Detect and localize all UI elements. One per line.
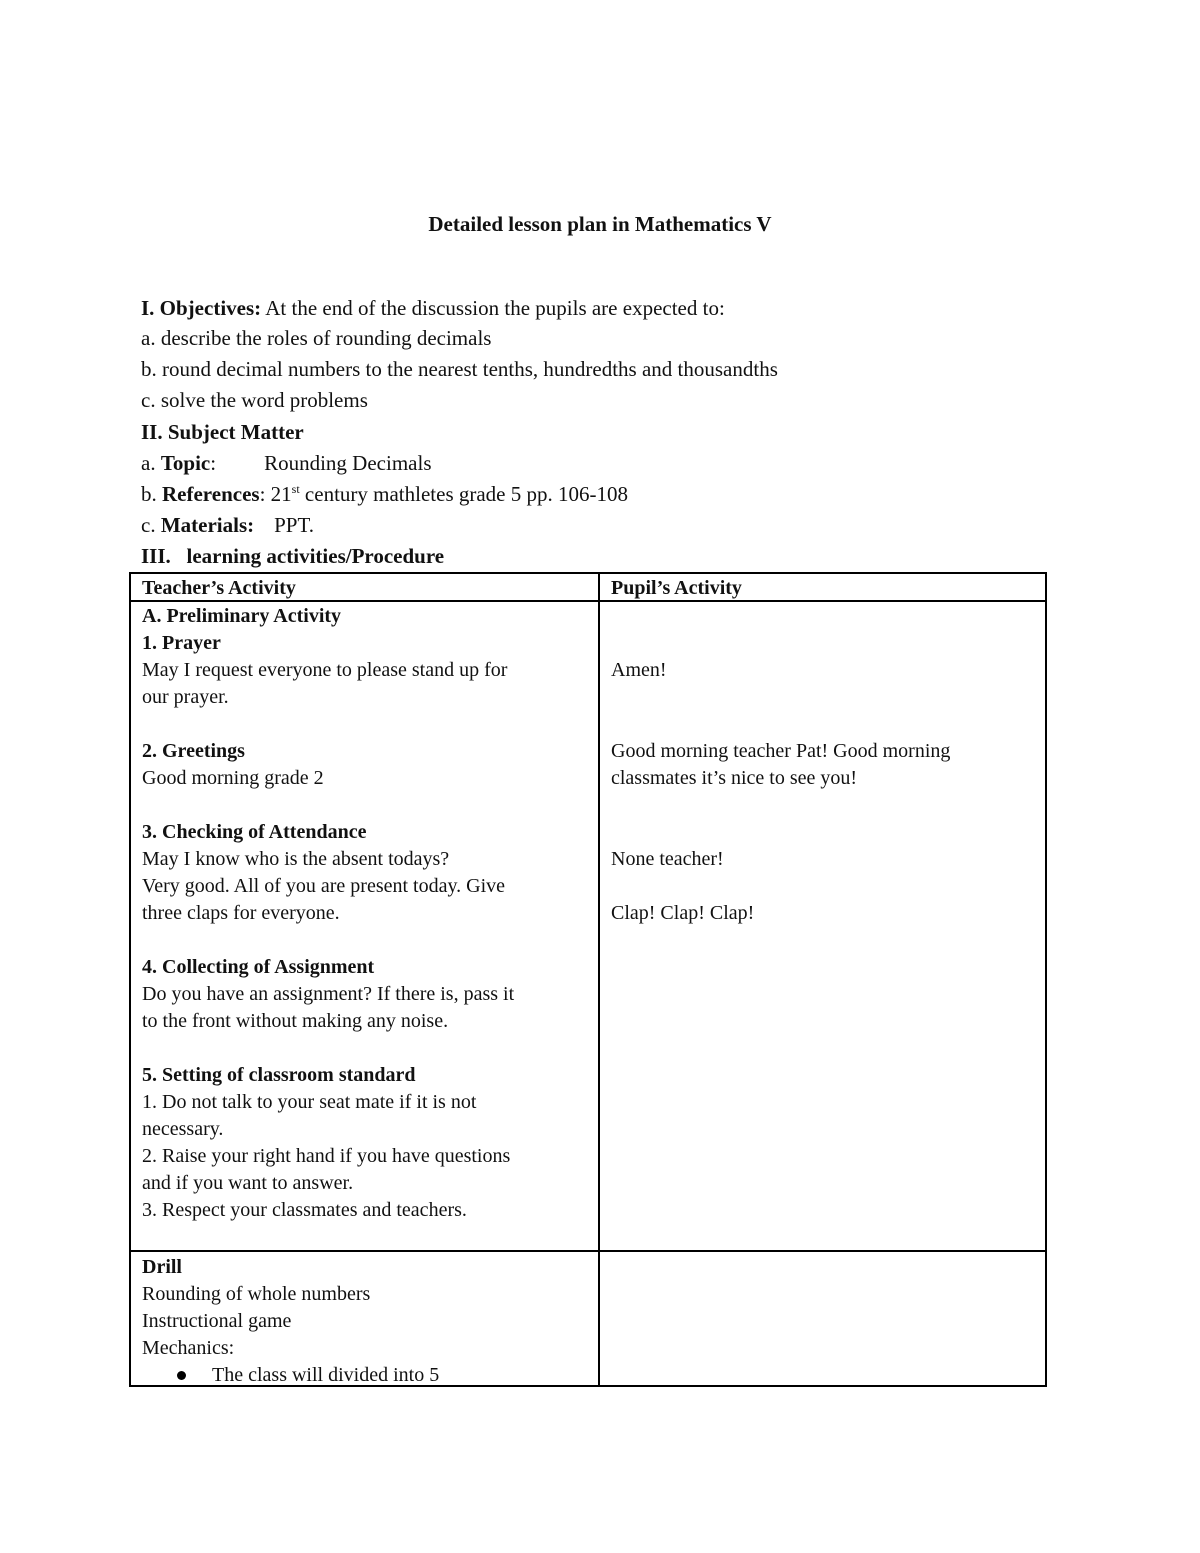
assignment-text: Do you have an assignment? If there is, pass it <box>142 983 515 1005</box>
objectives-line <box>141 296 725 321</box>
procedure-heading: III. learning activities/Procedure <box>141 544 445 568</box>
pupil-activity-cell <box>611 657 1041 927</box>
standard-text: 3. Respect your classmates and teachers. <box>142 1199 467 1221</box>
standard-text: 1. Do not talk to your seat mate if it is not <box>142 1091 477 1113</box>
attendance-text: May I know who is the absent todays? <box>142 848 450 870</box>
topic-label: Topic <box>160 451 211 475</box>
drill-bullet-item <box>142 1362 592 1389</box>
drill-text: Mechanics: <box>142 1337 235 1359</box>
references-value: : 21 <box>259 482 292 506</box>
references-label: References <box>162 482 260 506</box>
references-sup: st <box>291 482 300 496</box>
prayer-response: Amen! <box>611 659 667 681</box>
drill-text: Rounding of whole numbers <box>142 1283 371 1305</box>
references-prefix: b. <box>141 482 162 506</box>
drill-cell <box>142 1254 592 1389</box>
subject-matter-heading: II. Subject Matter <box>141 420 304 444</box>
attendance-text: three claps for everyone. <box>142 902 340 924</box>
objectives-intro: At the end of the discussion the pupils are expected to: <box>261 296 725 320</box>
greetings-text: Good morning grade 2 <box>142 767 324 789</box>
col-header-teacher: Teacher’s Activity <box>142 577 296 599</box>
objective-item: b. round decimal numbers to the nearest tenths, hundredths and thousandths <box>141 357 778 381</box>
attendance-heading: 3. Checking of Attendance <box>142 821 367 843</box>
column-divider <box>598 574 600 1385</box>
greetings-heading: 2. Greetings <box>142 740 245 762</box>
activity-table <box>129 572 1047 1387</box>
drill-bullet-text: The class will divided into 5 <box>212 1364 440 1386</box>
prayer-heading: 1. Prayer <box>142 632 221 654</box>
standard-text: and if you want to answer. <box>142 1172 354 1194</box>
materials-prefix: c. <box>141 513 161 537</box>
standard-text: 2. Raise your right hand if you have questions <box>142 1145 511 1167</box>
topic-prefix: a. <box>141 451 161 475</box>
drill-heading: Drill <box>142 1256 182 1278</box>
row-divider <box>131 1250 1045 1252</box>
clap-response: Clap! Clap! Clap! <box>611 902 755 924</box>
references-line <box>141 482 628 507</box>
greetings-response: classmates it’s nice to see you! <box>611 767 858 789</box>
assignment-heading: 4. Collecting of Assignment <box>142 956 375 978</box>
prayer-text: May I request everyone to please stand up for <box>142 659 508 681</box>
attendance-response: None teacher! <box>611 848 724 870</box>
materials-value: PPT. <box>274 513 315 537</box>
col-header-pupil: Pupil’s Activity <box>611 577 742 599</box>
materials-line <box>141 513 314 538</box>
prayer-text: our prayer. <box>142 686 229 708</box>
objective-item: c. solve the word problems <box>141 388 368 412</box>
drill-text: Instructional game <box>142 1310 292 1332</box>
objective-item: a. describe the roles of rounding decimals <box>141 326 492 350</box>
greetings-response: Good morning teacher Pat! Good morning <box>611 740 951 762</box>
topic-colon: : <box>210 451 217 475</box>
assignment-text: to the front without making any noise. <box>142 1010 449 1032</box>
materials-label: Materials: <box>160 513 255 537</box>
topic-value: Rounding Decimals <box>264 451 432 475</box>
preliminary-heading: A. Preliminary Activity <box>142 605 342 627</box>
bullet-icon <box>177 1371 186 1380</box>
topic-line <box>141 451 432 476</box>
standard-heading: 5. Setting of classroom standard <box>142 1064 416 1086</box>
page-title: Detailed lesson plan in Mathematics V <box>428 212 772 236</box>
teacher-activity-cell <box>142 603 592 1224</box>
references-value-rest: century mathletes grade 5 pp. 106-108 <box>299 482 628 506</box>
objectives-label: I. Objectives: <box>141 296 262 320</box>
attendance-text: Very good. All of you are present today. Give <box>142 875 506 897</box>
standard-text: necessary. <box>142 1118 224 1140</box>
